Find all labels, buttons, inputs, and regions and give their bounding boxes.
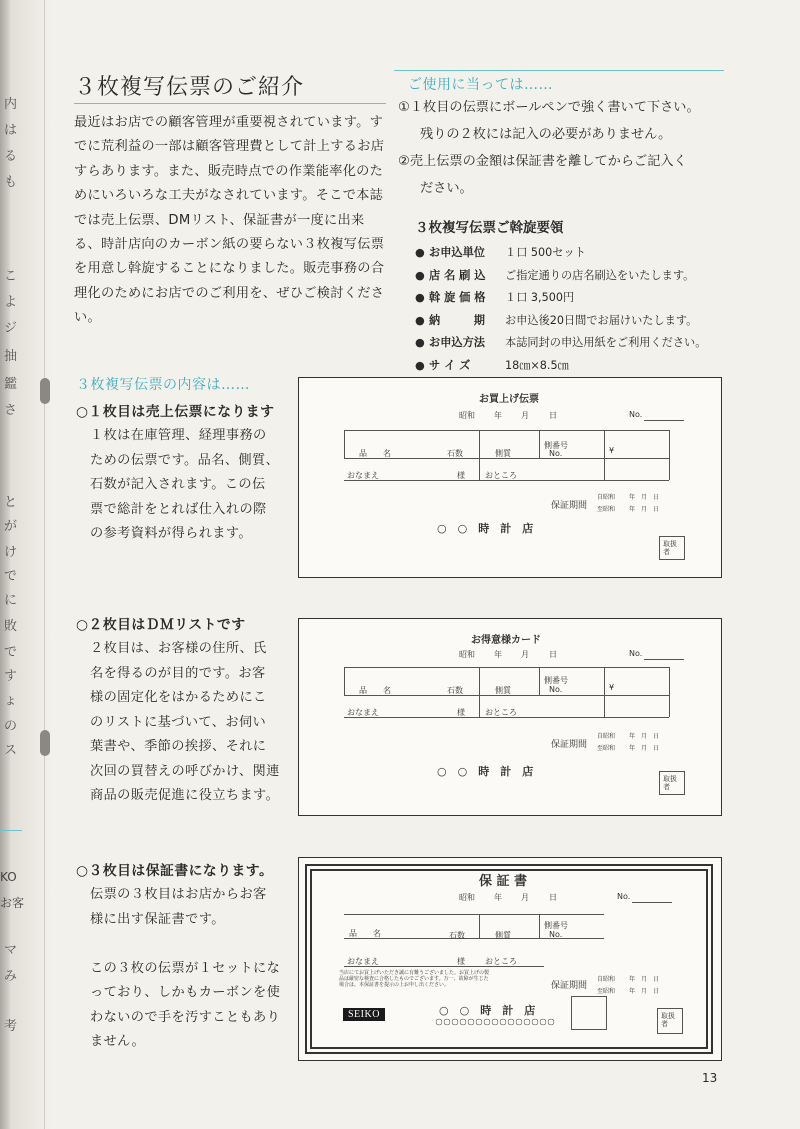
- section-line: 名を得るのが目的です。お客: [90, 665, 266, 681]
- table-top-line: [344, 667, 669, 668]
- edge-char: こ: [4, 269, 18, 284]
- requirement-item: [415, 355, 706, 378]
- section-line: ための伝票です。品名、側質、: [90, 452, 280, 468]
- ymd-label: 年 月 日: [629, 733, 660, 740]
- section-line-gap: [90, 932, 300, 957]
- usage-line: 残りの２枚には記入の必要がありません。: [420, 127, 672, 142]
- kokusu-label: 石数: [447, 686, 463, 695]
- table-vline: [604, 667, 605, 717]
- yen-label: ¥: [609, 683, 615, 692]
- section-3-body: [90, 883, 300, 1055]
- usage-line: ①１枚目の伝票にボールペンで強く書いて下さい。: [398, 100, 700, 115]
- year-label: 年: [494, 893, 502, 902]
- requirement-value: 本誌同封の申込用紙をご利用ください。: [505, 336, 707, 349]
- bullet: ●: [415, 358, 425, 372]
- page-title: ３枚複写伝票のご紹介: [74, 75, 305, 100]
- onamae-label: おなまえ: [347, 957, 379, 966]
- table-vline: [604, 430, 605, 480]
- showa-label: 昭和: [459, 411, 475, 420]
- binding-hole-bottom: [40, 730, 50, 756]
- section-3-heading: ○３枚目は保証書になります。: [76, 863, 274, 879]
- torishi-label: 取扱者: [663, 775, 677, 791]
- table-vline: [479, 667, 480, 717]
- edge-char: 考: [4, 1019, 18, 1034]
- edge-char: る: [4, 149, 18, 164]
- title-rule: [74, 103, 386, 104]
- bullet: ●: [415, 336, 425, 349]
- ymd-label: 年 月 日: [629, 745, 660, 752]
- edge-char: 抽: [4, 349, 18, 364]
- table-vline: [479, 430, 480, 480]
- section-line: ２枚目は、お客様の住所、氏: [90, 641, 267, 656]
- usage-heading: ご使用に当っては……: [408, 77, 553, 93]
- requirement-value: 18㎝×8.5㎝: [505, 358, 569, 372]
- kokusu-label: 石数: [447, 449, 463, 458]
- edge-char: が: [4, 519, 18, 534]
- otokoro-label: おところ: [485, 957, 517, 966]
- section-2-body: [90, 637, 300, 809]
- to-label: 至昭和: [597, 506, 616, 513]
- edge-char: で: [4, 645, 18, 660]
- showa-label: 昭和: [459, 650, 475, 659]
- edge-char: み: [4, 969, 18, 984]
- requirement-label: サ イ ズ: [429, 358, 471, 372]
- onamae-label: おなまえ: [347, 708, 379, 717]
- warranty-form: [298, 857, 722, 1061]
- table-vline: [669, 430, 670, 480]
- section-line: のリストに基づいて、お伺い: [90, 714, 267, 730]
- bullet: ●: [415, 268, 425, 282]
- month-label: 月: [521, 411, 529, 420]
- hosho-label: 保証期間: [551, 981, 588, 991]
- gawabango-label: 側番号: [544, 921, 568, 930]
- sama-label: 様: [457, 957, 465, 966]
- edge-char: ょ: [4, 693, 18, 708]
- table-vline: [539, 914, 540, 938]
- no-label: No.: [629, 410, 643, 419]
- year-label: 年: [494, 650, 502, 659]
- edge-char: ジ: [4, 321, 18, 336]
- form-title: お得意様カード: [471, 635, 541, 646]
- gawa-label: 側質: [495, 686, 511, 695]
- seiko-logo: SEIKO: [343, 1008, 385, 1021]
- torishi-label: 取扱者: [661, 1012, 675, 1028]
- edge-text-ko: KO: [0, 870, 17, 884]
- table-vline: [479, 914, 480, 938]
- sama-label: 様: [457, 471, 465, 480]
- section-line: 様の固定化をはかるためにこ: [90, 690, 267, 705]
- section-line: 様に出す保証書です。: [90, 911, 225, 927]
- intro-paragraph: 最近はお店での顧客管理が重要視されています。すでに荒利益の一部は顧客管理費として計上するお店すらあります。また、販売時点での作業能率化のためにいろいろな工夫がなされています。そこで本誌では売上伝票、DMリスト、保証書が一度に出来る、時計店向のカーボン紙の要らない３枚複写伝票を用意し斡旋することになりました。販売事務の合理化のためにお店でのご利用を、ぜひご検討ください。: [74, 115, 385, 326]
- edge-char: マ: [4, 943, 18, 958]
- month-label: 月: [521, 893, 529, 902]
- section-1-heading: ○１枚目は売上伝票になります: [76, 404, 275, 420]
- fine-print: 当店にてお買上げいただき誠に有難うございました。お買上げの製品は厳密な検査に合格したものでございます。万一、故障が生じた場合は、本保証書を提示の上お申し出ください。: [339, 970, 490, 988]
- requirement-label: 店 名 刷 込: [429, 268, 486, 282]
- dotted-circles: [435, 1018, 555, 1026]
- to-label: 至昭和: [597, 745, 616, 752]
- no-label: No.: [617, 892, 631, 901]
- no-line: [644, 420, 684, 421]
- gawabango-label: 側番号: [544, 676, 568, 685]
- gawa-label: 側質: [495, 449, 511, 458]
- ymd-label: 年 月 日: [629, 976, 660, 983]
- otokoro-label: おところ: [485, 471, 517, 480]
- gawa-no-label: No.: [549, 930, 563, 939]
- requirement-label: 納 期: [429, 313, 485, 327]
- hinmei-label: 品 名: [359, 449, 391, 458]
- table-vline: [344, 667, 345, 695]
- section-1-body: [90, 424, 300, 547]
- hinmei-label: 品 名: [349, 929, 381, 938]
- showa-label: 昭和: [459, 893, 475, 902]
- to-label: 至昭和: [597, 988, 616, 995]
- from-label: 自昭和: [597, 976, 616, 983]
- shop-name: ○ ○ 時 計 店: [439, 1004, 536, 1017]
- page-number: 13: [702, 1071, 718, 1085]
- requirement-value: １口 3,500円: [505, 291, 575, 304]
- day-label: 日: [549, 650, 557, 659]
- requirement-value: １口 500セット: [505, 246, 586, 259]
- edge-char: に: [4, 593, 18, 608]
- seal-box: [571, 996, 607, 1030]
- edge-char: け: [4, 545, 18, 560]
- table-vline: [669, 667, 670, 717]
- sales-slip-form: [298, 377, 722, 578]
- edge-char: の: [4, 719, 18, 734]
- requirement-value: お申込後20日間でお届けいたします。: [505, 313, 698, 327]
- edge-rule: [0, 830, 22, 831]
- table-mid-line: [344, 938, 604, 939]
- yen-label: ¥: [609, 446, 615, 455]
- torishi-label: 取扱者: [663, 540, 677, 556]
- gawabango-label: 側番号: [544, 441, 568, 450]
- section-line: 票で総計をとれば仕入れの際: [90, 501, 267, 517]
- year-label: 年: [494, 411, 502, 420]
- section-line: の参考資料が得られます。: [90, 526, 252, 541]
- requirements-list: [415, 242, 706, 377]
- month-label: 月: [521, 650, 529, 659]
- requirement-label: お申込方法: [429, 336, 485, 349]
- section-line: 石数が記入されます。この伝: [90, 477, 266, 492]
- binding-hole-top: [40, 378, 50, 404]
- edge-text-okyaku: お客: [0, 896, 25, 910]
- no-line: [644, 659, 684, 660]
- requirement-label: お申込単位: [429, 246, 485, 259]
- requirement-item: [415, 332, 706, 355]
- table-vline: [344, 430, 345, 458]
- edge-char: は: [4, 123, 18, 138]
- edge-char: す: [4, 669, 18, 684]
- no-line: [632, 902, 672, 903]
- edge-char: よ: [4, 295, 18, 310]
- edge-char: ス: [4, 743, 18, 758]
- shop-name: ○ ○ 時 計 店: [437, 522, 534, 535]
- form-title: お買上げ伝票: [479, 394, 539, 405]
- contents-heading: ３枚複写伝票の内容は……: [76, 377, 250, 393]
- usage-notes: [398, 94, 738, 202]
- ymd-label: 年 月 日: [629, 494, 660, 501]
- section-2-heading: ○２枚目はＤＭリストです: [76, 617, 246, 633]
- hosho-label: 保証期間: [551, 740, 588, 750]
- otokoro-label: おところ: [485, 708, 517, 717]
- requirement-label: 斡 旋 価 格: [429, 291, 486, 304]
- section-line: っており、しかもカーボンを使: [90, 985, 281, 1000]
- edge-char: と: [4, 495, 18, 510]
- usage-line: ②売上伝票の金額は保証書を離してからご記入く: [398, 154, 687, 169]
- edge-char: も: [4, 175, 18, 190]
- bullet: ●: [415, 313, 425, 327]
- gawa-no-label: No.: [549, 449, 563, 458]
- section-line: ません。: [90, 1034, 146, 1049]
- onamae-label: おなまえ: [347, 471, 379, 480]
- table-vline: [539, 667, 540, 695]
- ymd-label: 年 月 日: [629, 506, 660, 513]
- requirement-item: [415, 242, 706, 265]
- bullet: ●: [415, 246, 425, 259]
- section-line: 伝票の３枚目はお店からお客: [90, 887, 267, 902]
- edge-char: で: [4, 569, 18, 584]
- section-line: 次回の買替えの呼びかけ、関連: [90, 763, 280, 779]
- shop-name: ○ ○ 時 計 店: [437, 765, 534, 778]
- title-rule-right: [394, 70, 724, 71]
- requirement-item: [415, 265, 706, 288]
- table-vline: [539, 430, 540, 458]
- hinmei-label: 品 名: [359, 686, 391, 695]
- table-top-line: [344, 430, 669, 431]
- customer-card-form: [298, 618, 722, 816]
- gutter-line: [44, 0, 45, 1129]
- section-line: この３枚の伝票が１セットにな: [90, 960, 281, 976]
- requirements-title: ３枚複写伝票ご斡旋要領: [415, 220, 564, 236]
- bullet: ●: [415, 291, 425, 304]
- kokusu-label: 石数: [449, 931, 465, 940]
- gawa-label: 側質: [495, 931, 511, 940]
- binding-spine: [0, 0, 10, 1129]
- form-title: 保 証 書: [479, 874, 528, 889]
- no-label: No.: [629, 649, 643, 658]
- usage-line: ださい。: [420, 181, 473, 196]
- from-label: 自昭和: [597, 494, 616, 501]
- section-line: わないので手を汚すこともあり: [90, 1009, 281, 1025]
- day-label: 日: [549, 411, 557, 420]
- edge-char: 敗: [4, 619, 18, 634]
- ymd-label: 年 月 日: [629, 988, 660, 995]
- requirement-value: ご指定通りの店名刷込をいたします。: [505, 268, 695, 282]
- gawa-no-label: No.: [549, 685, 563, 694]
- section-line: 商品の販売促進に役立ちます。: [90, 788, 280, 803]
- from-label: 自昭和: [597, 733, 616, 740]
- hosho-label: 保証期間: [551, 501, 588, 511]
- requirement-item: [415, 287, 706, 310]
- day-label: 日: [549, 893, 557, 902]
- section-line: 葉書や、季節の挨拶、それに: [90, 739, 267, 754]
- edge-char: さ: [4, 403, 18, 418]
- table-top-line: [344, 914, 604, 915]
- section-line: １枚は在庫管理、経理事務の: [90, 428, 267, 443]
- address-line: [344, 966, 544, 967]
- requirement-item: [415, 310, 706, 333]
- edge-char: 鑑: [4, 377, 18, 392]
- sama-label: 様: [457, 708, 465, 717]
- edge-char: 内: [4, 97, 18, 112]
